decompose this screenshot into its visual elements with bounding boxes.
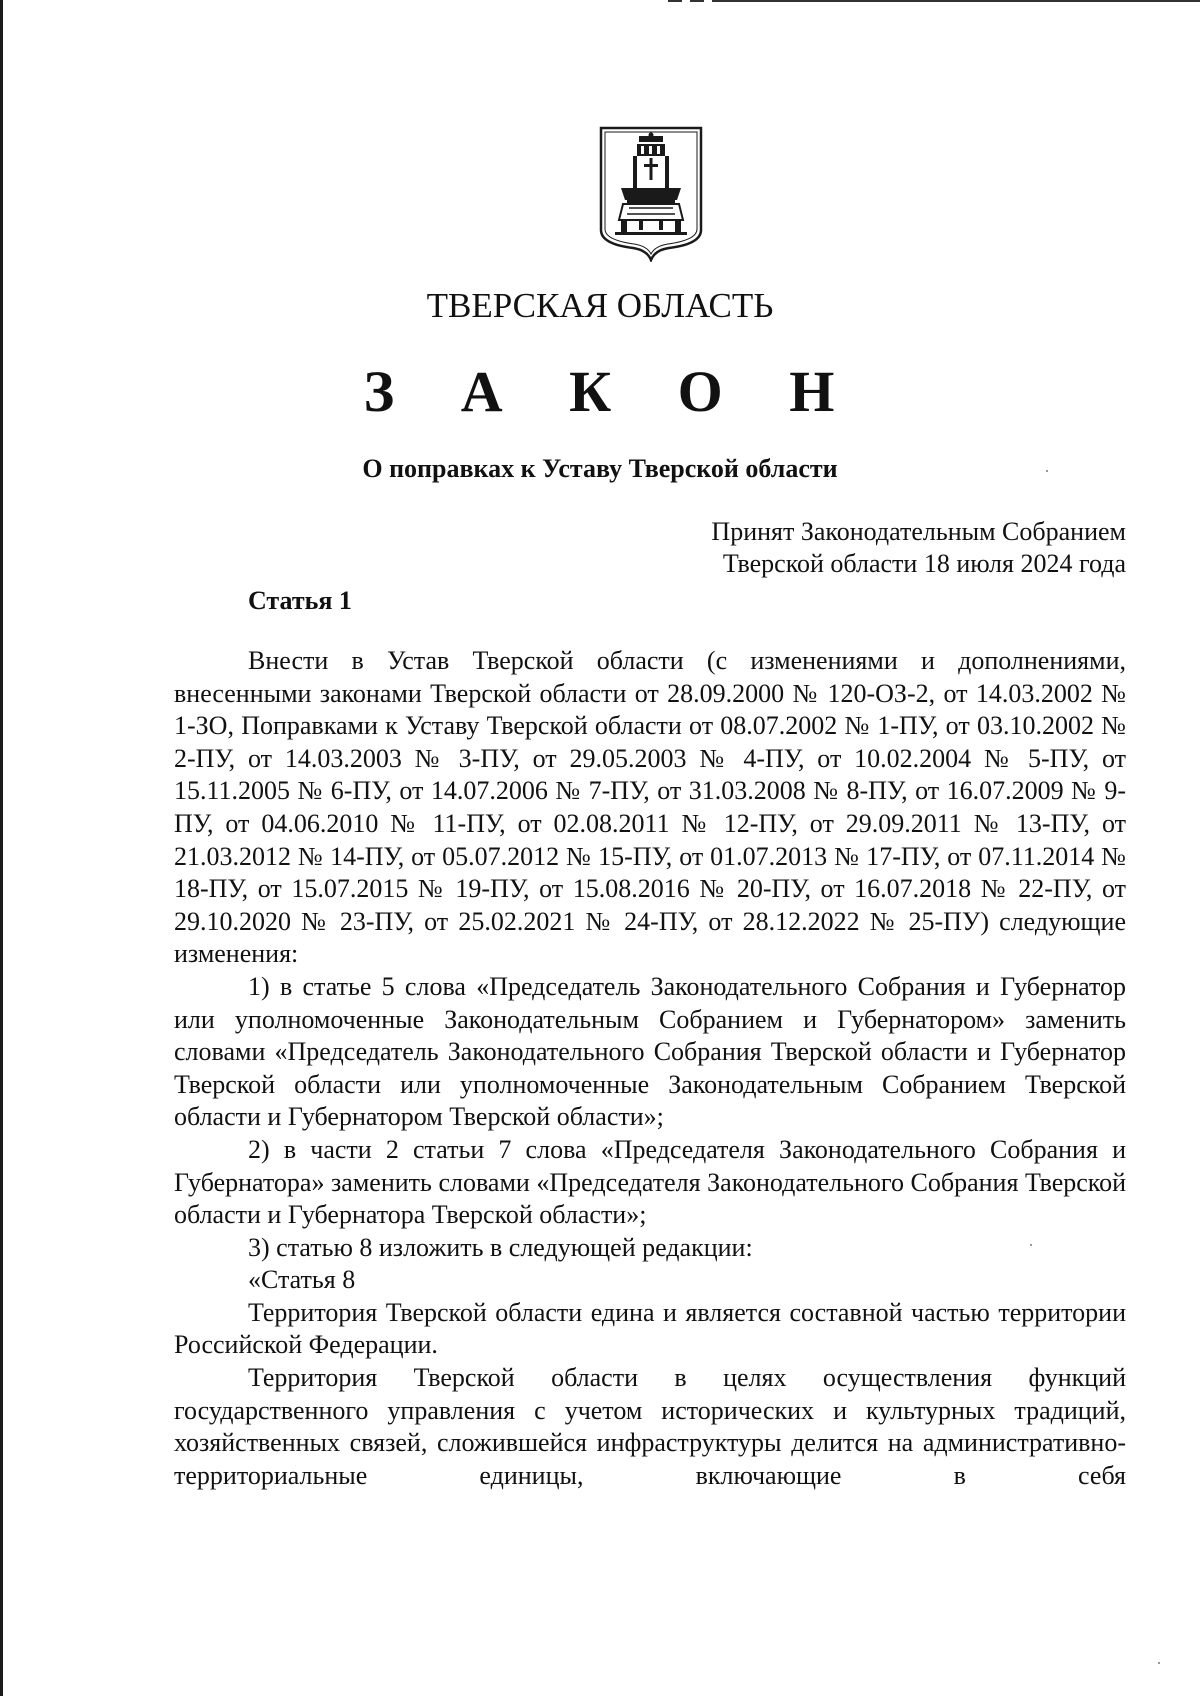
region-title: ТВЕРСКАЯ ОБЛАСТЬ (426, 286, 774, 325)
adoption-note (526, 516, 1126, 580)
scan-mark (690, 0, 704, 2)
coat-of-arms-icon (599, 126, 703, 262)
paragraph-item-1: 1) в статье 5 слова «Председатель Законодательного Собрания и Губернатор или уполномоченные Законодательным Собранием и Губернатором» заменить словами «Председатель Законодательного Собрания Тверской области и Губернатор Тверской области или уполномоченные Законодательным Собранием Тверской области и Губернатором Тверской области»; (174, 971, 1126, 1132)
article-heading: Статья 1 (248, 586, 352, 615)
paragraph-territory-1: Территория Тверской области едина и является составной частью территории Российской Федерации. (174, 1297, 1126, 1360)
paragraph-item-2: 2) в части 2 статьи 7 слова «Председателя Законодательного Собрания и Губернатора» заменить словами «Председателя Законодательного Собрания Тверской области и Губернатора Тверской области»; (174, 1134, 1126, 1230)
adoption-line-2: Тверской области 18 июля 2024 года (722, 549, 1126, 578)
scan-mark (712, 0, 1200, 2)
scan-speck (1158, 1662, 1160, 1664)
scan-edge (0, 0, 3, 1696)
article-body (174, 645, 1126, 1492)
adoption-line-1: Принят Законодательным Собранием (711, 517, 1126, 546)
scan-speck (1046, 470, 1048, 472)
paragraph-article-8-title: «Статья 8 (248, 1265, 356, 1295)
law-subject: О поправках к Уставу Тверской области (362, 454, 838, 483)
scan-speck (1030, 1244, 1032, 1246)
paragraph-item-3: 3) статью 8 изложить в следующей редакции: (248, 1232, 753, 1262)
paragraph-territory-2: Территория Тверской области в целях осуществления функций государственного управления с учетом исторических и культурных традиций, хозяйственных связей, сложившейся инфраструктуры делится на административно-территориальные единицы, включающие в себя (174, 1363, 1126, 1490)
scan-mark (668, 0, 682, 2)
law-title: З А К О Н (363, 359, 861, 424)
paragraph-intro: Внести в Устав Тверской области (с изменениями и дополнениями, внесенными законами Тверской области от 28.09.2000 № 120-ОЗ-2, от 14.03.2002 № 1-ЗО, Поправками к Уставу Тверской области от 08.07.2002 № 1-ПУ, от 03.10.2002 № 2-ПУ, от 14.03.2003 № 3-ПУ, от 29.05.2003 № 4-ПУ, от 10.02.2004 № 5-ПУ, от 15.11.2005 № 6-ПУ, от 14.07.2006 № 7-ПУ, от 31.03.2008 № 8-ПУ, от 16.07.2009 № 9-ПУ, от 04.06.2010 № 11-ПУ, от 02.08.2011 № 12-ПУ, от 29.09.2011 № 13-ПУ, от 21.03.2012 № 14-ПУ, от 05.07.2012 № 15-ПУ, от 01.07.2013 № 17-ПУ, от 07.11.2014 № 18-ПУ, от 15.07.2015 № 19-ПУ, от 15.08.2016 № 20-ПУ, от 16.07.2018 № 22-ПУ, от 29.10.2020 № 23-ПУ, от 25.02.2021 № 24-ПУ, от 28.12.2022 № 25-ПУ) следующие изменения: (174, 646, 1126, 969)
